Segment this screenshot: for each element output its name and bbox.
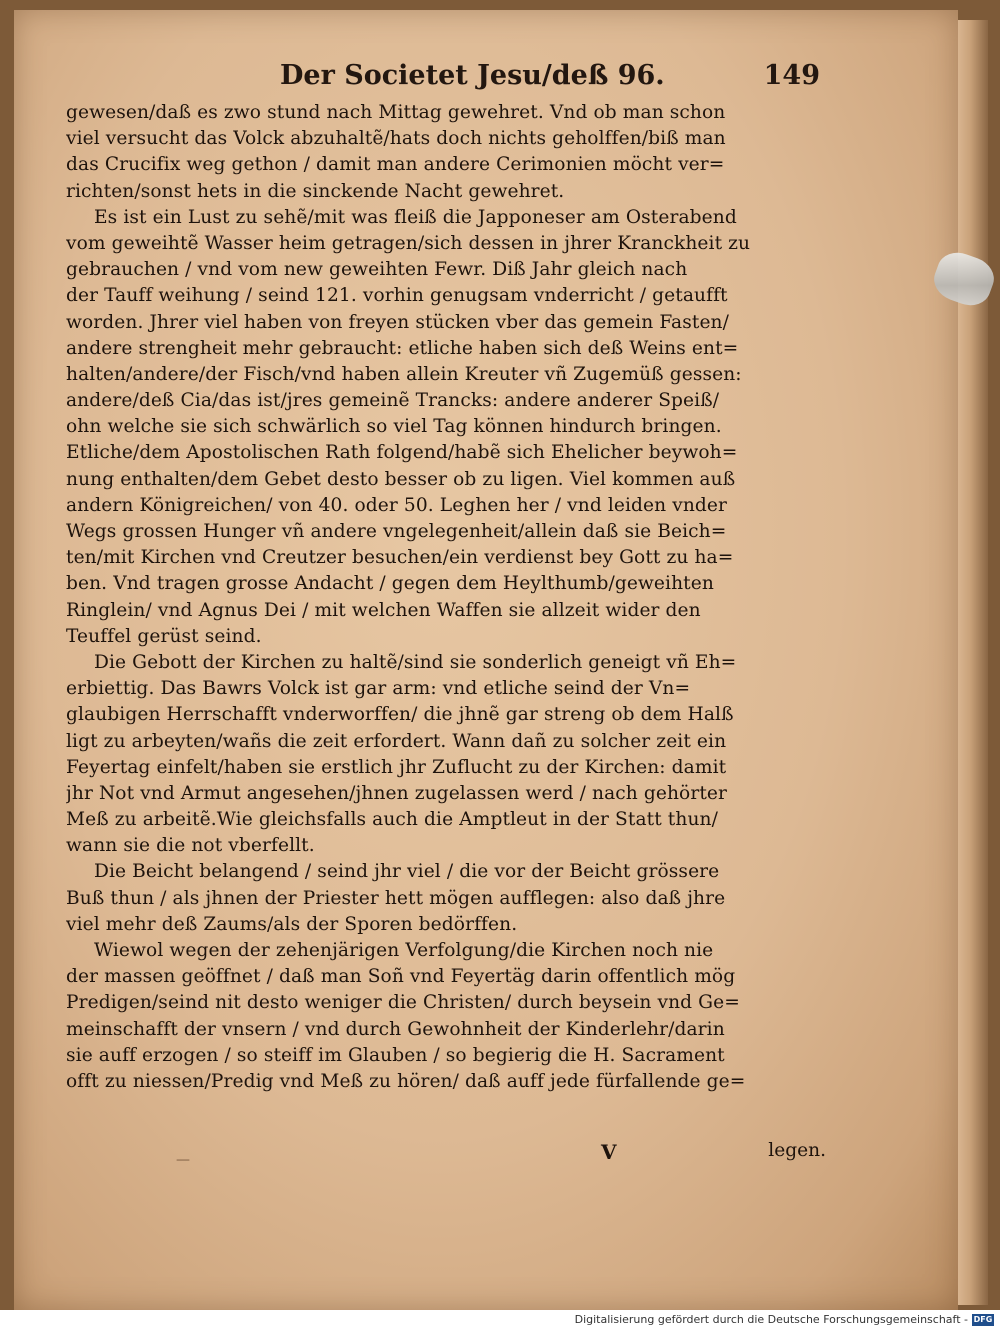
text-line: ohn welche sie sich schwärlich so viel Tag können hindurch bringen. — [66, 416, 722, 438]
text-line: Predigen/seind nit desto weniger die Christen/ durch beysein vnd Ge= — [66, 992, 740, 1014]
text-line: richten/sonst hets in die sinckende Nacht gewehret. — [66, 180, 565, 202]
page-edge-stack — [958, 20, 988, 1305]
text-line: Es ist ein Lust zu sehẽ/mit was fleiß die Japponeser am Osterabend — [94, 206, 737, 228]
page-number: 149 — [763, 60, 820, 91]
text-line: Wiewol wegen der zehenjärigen Verfolgung/die Kirchen noch nie — [94, 940, 714, 961]
text-line: Teuffel gerüst seind. — [66, 625, 262, 647]
digitization-footer — [0, 1310, 1000, 1330]
text-line: das Crucifix weg gethon / damit man andere Cerimonien möcht ver= — [66, 154, 725, 176]
text-line: halten/andere/der Fisch/vnd haben allein Kreuter vñ Zugemüß gessen: — [66, 363, 742, 385]
text-line: viel mehr deß Zaums/als der Sporen bedörffen. — [66, 913, 518, 935]
text-line: viel versucht das Volck abzuhaltẽ/hats doch nichts geholffen/biß man — [66, 128, 726, 150]
page-header — [280, 60, 820, 100]
text-line: Etliche/dem Apostolischen Rath folgend/habẽ sich Ehelicher beywoh= — [66, 442, 738, 464]
text-line: wann sie die not vberfellt. — [66, 835, 315, 857]
text-line: gebrauchen / vnd vom new geweihten Fewr. Diß Jahr gleich nach — [66, 259, 688, 281]
text-line: Meß zu arbeitẽ.Wie gleichsfalls auch die Amptleut in der Statt thun/ — [66, 809, 718, 831]
text-line: Feyertag einfelt/haben sie erstlich jhr Zuflucht zu der Kirchen: damit — [66, 756, 727, 778]
text-line: Die Gebott der Kirchen zu haltẽ/sind sie sonderlich geneigt vñ Eh= — [94, 651, 737, 673]
page-foot-marks — [66, 1140, 826, 1170]
text-line: Die Beicht belangend / seind jhr viel / die vor der Beicht grössere — [94, 861, 720, 883]
text-line: meinschafft der vnsern / vnd durch Gewohnheit der Kinderlehr/darin — [66, 1018, 725, 1040]
text-line: ligt zu arbeyten/wañs die zeit erfordert. Wann dañ zu solcher zeit ein — [66, 730, 727, 752]
text-line: Buß thun / als jhnen der Priester hett mögen aufflegen: also daß jhre — [66, 887, 726, 909]
text-line: offt zu niessen/Predig vnd Meß zu hören/ daß auff jede fürfallende ge= — [66, 1070, 746, 1092]
text-line: sie auff erzogen / so steiff im Glauben / so begierig die H. Sacrament — [66, 1044, 725, 1066]
digitization-credit: Digitalisierung gefördert durch die Deutsche Forschungsgemeinschaft - — [574, 1313, 968, 1326]
body-text — [66, 100, 826, 1095]
text-line: worden. Jhrer viel haben von freyen stücken vber das gemein Fasten/ — [66, 311, 730, 333]
text-line: andere strengheit mehr gebraucht: etliche haben sich deß Weins ent= — [66, 337, 739, 359]
text-line: ten/mit Kirchen vnd Creutzer besuchen/ein verdienst bey Gott zu ha= — [66, 547, 734, 569]
text-line: der massen geöffnet / daß man Soñ vnd Feyertäg darin offentlich mög — [66, 966, 736, 988]
text-line: der Tauff weihung / seind 121. vorhin genugsam vnderricht / getaufft — [66, 285, 728, 307]
text-line: Wegs grossen Hunger vñ andere vngelegenheit/allein daß sie Beich= — [66, 521, 727, 542]
text-line: andern Königreichen/ von 40. oder 50. Leghen her / vnd leiden vnder — [66, 494, 728, 516]
catchword: legen. — [768, 1140, 826, 1161]
dfg-logo: DFG — [973, 1315, 993, 1324]
text-line: nung enthalten/dem Gebet desto besser ob zu ligen. Viel kommen auß — [66, 468, 736, 490]
text-line: glaubigen Herrschafft vnderworffen/ die jhnẽ gar streng ob dem Halß — [66, 704, 734, 726]
text-line: Ringlein/ vnd Agnus Dei / mit welchen Waffen sie allzeit wider den — [66, 599, 701, 621]
text-line: jhr Not vnd Armut angesehen/jhnen zugelassen werd / nach gehörter — [66, 782, 727, 804]
text-line: ben. Vnd tragen grosse Andacht / gegen dem Heylthumb/geweihten — [66, 573, 714, 595]
text-line: andere/deß Cia/das ist/jres gemeinẽ Trancks: andere anderer Speiß/ — [66, 390, 720, 412]
running-title: Der Societet Jesu/deß 96. — [280, 60, 665, 91]
bleed-through-mark: — — [176, 1152, 190, 1168]
text-line: erbiettig. Das Bawrs Volck ist gar arm: vnd etliche seind der Vn= — [66, 678, 691, 700]
signature-mark: V — [601, 1140, 617, 1164]
text-line: vom geweihtẽ Wasser heim getragen/sich dessen in jhrer Kranckheit zu — [66, 232, 751, 254]
text-line: gewesen/daß es zwo stund nach Mittag gewehret. Vnd ob man schon — [66, 102, 726, 123]
